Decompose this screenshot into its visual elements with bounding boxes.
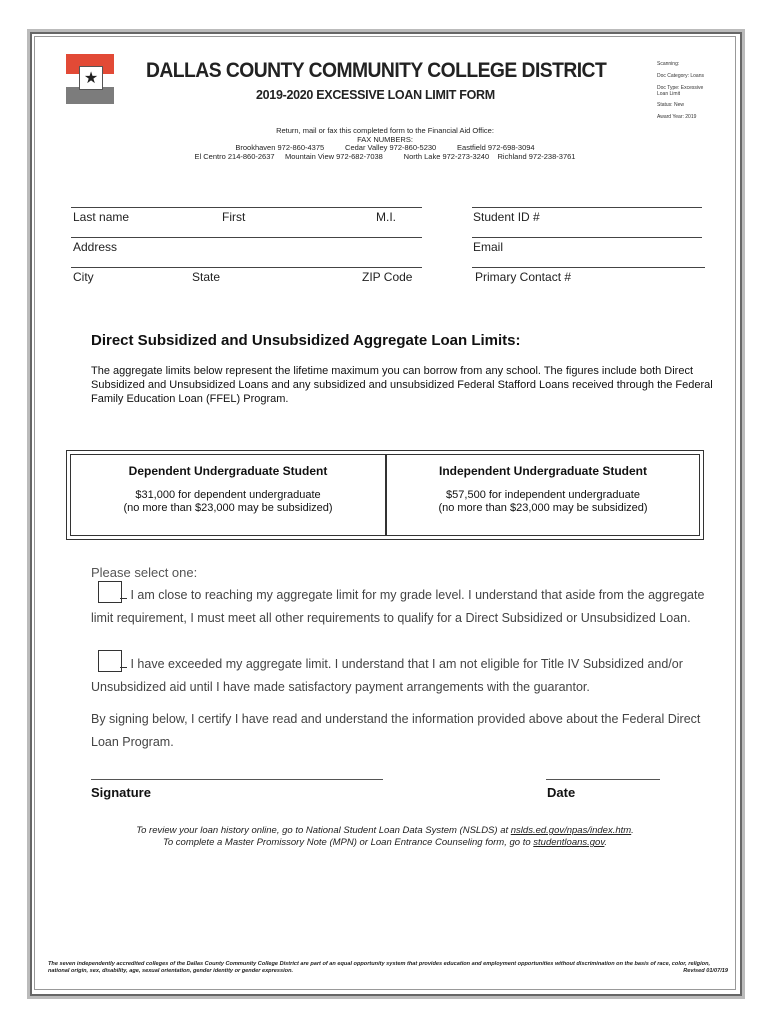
loan-limits-table <box>66 450 704 540</box>
dependent-limit: $31,000 for dependent undergraduate <box>135 489 321 501</box>
student-id-field[interactable]: Student ID # <box>473 210 540 224</box>
option-close-to-limit <box>91 581 711 630</box>
option-close-to-limit-text: I am close to reaching my aggregate limit for my grade level. I understand that aside from the aggregate limit requirement, I must meet all other requirements to qualify for a Direct Subsidized or Unsubsidized Loan. <box>91 588 705 625</box>
form-subtitle: 2019-2020 EXCESSIVE LOAN LIMIT FORM <box>256 88 495 102</box>
meta-doc-type-1: Doc Type: Excessive <box>657 85 704 91</box>
equal-opportunity-footer <box>48 961 728 975</box>
revised-date: Revised 01/07/19 <box>683 968 728 974</box>
first-name-field[interactable]: First <box>222 210 246 224</box>
option-exceeded-limit-text: I have exceeded my aggregate limit. I understand that I am not eligible for Title IV Subsidized and/or Unsubsidized aid until I have made satisfactory payment arrangements with the guarantor. <box>91 657 683 694</box>
email-underline <box>472 237 702 238</box>
middle-initial-field[interactable]: M.I. <box>376 210 396 224</box>
studentloans-note: To complete a Master Promissory Note (MPN) or Loan Entrance Counseling form, go to studentloans.gov. <box>162 837 608 848</box>
primary-contact-field[interactable]: Primary Contact # <box>475 270 572 284</box>
zip-code-field[interactable]: ZIP Code <box>362 270 413 284</box>
meta-award-year: Award Year: 2019 <box>657 114 697 120</box>
close-to-limit-checkbox[interactable] <box>98 581 122 603</box>
form-title: DALLAS COUNTY COMMUNITY COLLEGE DISTRICT <box>146 59 607 82</box>
independent-subsidized-note: (no more than $23,000 may be subsidized) <box>438 502 648 514</box>
select-prompt: Please select one: <box>91 565 198 580</box>
email-field[interactable]: Email <box>473 240 504 254</box>
nslds-link[interactable]: nslds.ed.gov/npas/index.htm <box>510 825 632 836</box>
dependent-subsidized-note: (no more than $23,000 may be subsidized) <box>123 502 333 514</box>
date-label: Date <box>547 785 576 800</box>
footer-text: The seven independently accredited colleges of the Dallas County Community College District are part of an equal opportunity system that provides education and employment opportunities without discrimination on the basis of race, color, religion, national origin, sex, disability, age, sexual orientation, gender identity or gender expression. <box>48 961 711 974</box>
contact-instruction: Return, mail or fax this completed form to the Financial Aid Office: <box>276 126 494 135</box>
studentloans-link[interactable]: studentloans.gov <box>533 837 605 848</box>
meta-scanning: Scanning: <box>657 61 680 67</box>
independent-heading: Independent Undergraduate Student <box>438 464 647 478</box>
fax-numbers-row-1: Brookhaven 972-860-4375 Cedar Valley 972-860-5230 Eastfield 972-698-3094 <box>235 143 535 152</box>
address-underline <box>71 237 422 238</box>
fax-heading: FAX NUMBERS: <box>357 135 413 144</box>
signature-label: Signature <box>91 785 151 800</box>
independent-cell <box>386 454 700 536</box>
independent-limit: $57,500 for independent undergraduate <box>446 489 640 501</box>
city-underline <box>71 267 422 268</box>
signature-line[interactable] <box>91 779 383 780</box>
meta-doc-category: Doc Category: Loans <box>657 73 704 79</box>
dependent-heading: Dependent Undergraduate Student <box>128 464 328 478</box>
address-field[interactable]: Address <box>73 240 118 254</box>
name-underline <box>71 207 422 208</box>
primary-contact-underline <box>472 267 705 268</box>
exceeded-limit-checkbox[interactable] <box>98 650 122 672</box>
city-field[interactable]: City <box>73 270 94 284</box>
aggregate-limits-heading: Direct Subsidized and Unsubsidized Aggregate Loan Limits: <box>91 332 521 349</box>
student-id-underline <box>472 207 702 208</box>
star-icon: ★ <box>79 66 103 90</box>
meta-doc-type-2: Loan Limit <box>657 91 681 97</box>
aggregate-limits-paragraph: The aggregate limits below represent the lifetime maximum you can borrow from any school. The figures include both Direct Subsidized and Unsubsidized Loans and any subsidized and unsubsidized Federal Stafford Loans received through the Federal Family Education Loan (FFEL) Program. <box>91 365 713 405</box>
option-exceeded-limit <box>91 650 711 699</box>
certification-text: By signing below, I certify I have read and understand the information provided above about the Federal Direct Loan Program. <box>91 712 701 749</box>
fax-numbers-row-2: El Centro 214-860-2637 Mountain View 972-682-7038 North Lake 972-273-3240 Richland 972-238-3761 <box>194 152 576 161</box>
date-line[interactable] <box>546 779 660 780</box>
meta-status: Status: New <box>657 102 684 108</box>
dependent-cell <box>70 454 386 536</box>
last-name-field[interactable]: Last name <box>73 210 130 224</box>
nslds-note: To review your loan history online, go to National Student Loan Data System (NSLDS) at nslds.ed.gov/npas/index.htm. <box>136 825 634 836</box>
dcccd-logo <box>66 54 114 104</box>
state-field[interactable]: State <box>192 270 221 284</box>
